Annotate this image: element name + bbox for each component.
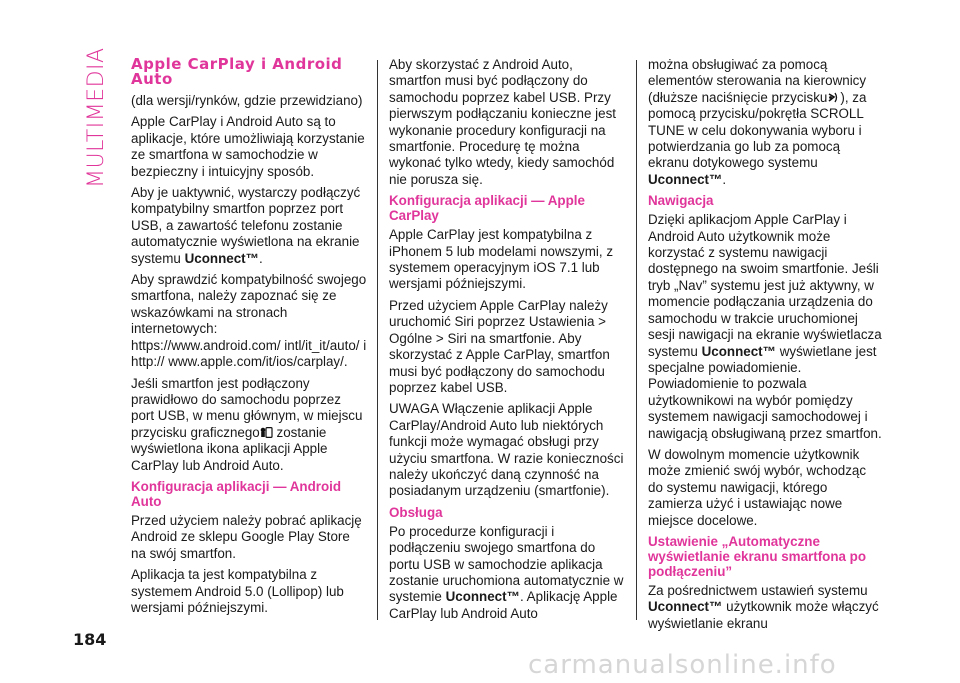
- subheading-carplay-config: Konfiguracja aplikacji — Apple CarPlay: [389, 193, 585, 224]
- paragraph: można obsługiwać za pomocą elementów sterowania na kierownicy (dłuższe naciśnięcie przycisku ), za pomocą przycisku/pokrętła SCROLL TUNE w celu dokonywania wyboru i potwierdzania go lub za pomocą ekranu dotykowego systemu Uconnect™.: [648, 57, 867, 187]
- paragraph: Apple CarPlay i Android Auto są to aplikacje, które umożliwiają korzystanie ze smartfona w samochodzie w bezpieczny i intuicyjny sposób.: [131, 114, 365, 179]
- subheading-android-auto-config: Konfiguracja aplikacji — Android Auto: [131, 478, 342, 509]
- paragraph: Dzięki aplikacjom Apple CarPlay i Android Auto użytkownik może korzystać z systemu nawigacji dostępnego na swoim smartfonie. Jeśli tryb „Nav” systemu jest już aktywny, w momencie podłączania urządzenia do samochodu w trakcie uruchomionej sesji nawigacji na ekranie wyświetlacza systemu Uconnect™ wyświetlane jest specjalne powiadomienie. Powiadomienie to pozwala użytkownikowi na wybór pomiędzy systemem nawigacji samochodowej i nawigacją obsługiwaną przez smartfon.: [648, 212, 882, 441]
- phone-button-icon: [260, 426, 273, 437]
- paragraph: W dowolnym momencie użytkownik może zmienić swój wybór, wchodząc do systemu nawigacji, którego zamierza użyć i ustawiając nowe miejsce docelowe.: [648, 446, 867, 528]
- column-3: [648, 57, 884, 637]
- paragraph: Aplikacja ta jest kompatybilna z systemem Android 5.0 (Lollipop) lub wersjami późniejszymi.: [131, 567, 344, 615]
- column-2: [389, 57, 625, 627]
- section-side-title: [84, 47, 109, 188]
- paragraph: Apple CarPlay jest kompatybilna z iPhonem 5 lub modelami nowszymi, z systemem operacyjnym iOS 7.1 lub wersjami późniejszymi.: [389, 227, 614, 292]
- brand-uconnect: Uconnect™: [648, 599, 723, 615]
- paragraph: Przed użyciem należy pobrać aplikację Android ze sklepu Google Play Store na swój smartfon.: [131, 512, 362, 561]
- voice-button-icon: [827, 91, 840, 102]
- subheading-auto-display: Ustawienie „Automatyczne wyświetlanie ekranu smartfona po podłączeniu”: [648, 533, 867, 579]
- subheading-obsluga: Obsługa: [389, 504, 443, 520]
- page-number: 184: [73, 630, 107, 649]
- paragraph: Aby je uaktywnić, wystarczy podłączyć kompatybilny smartfon poprzez port USB, a zawartość telefonu zostanie automatycznie wyświetlona na ekranie systemu Uconnect™.: [131, 185, 361, 266]
- paragraph: Jeśli smartfon jest podłączony prawidłowo do samochodu poprzez port USB, w menu głównym, w miejscu przycisku graficznego zostanie wyświetlona ikona aplikacji Apple CarPlay lub Android Auto.: [131, 375, 363, 473]
- watermark: carmanualsonline.info: [528, 650, 837, 680]
- column-divider: [377, 60, 378, 620]
- column-divider: [636, 60, 637, 620]
- brand-uconnect: Uconnect™: [445, 589, 520, 605]
- brand-uconnect: Uconnect™: [648, 171, 723, 187]
- paragraph: Aby skorzystać z Android Auto, smartfon musi być podłączony do samochodu poprzez kabel USB. Przy pierwszym podłączaniu konieczne jest wykonanie procedury konfiguracji na smartfonie. Procedurę tę można wykonać tylko wtedy, kiedy samochód nie porusza się.: [389, 57, 617, 187]
- brand-uconnect: Uconnect™: [701, 343, 776, 359]
- paragraph: Za pośrednictwem ustawień systemu Uconnect™ użytkownik może włączyć wyświetlanie ekranu: [648, 582, 879, 631]
- column-1: [131, 57, 367, 621]
- paragraph: Po procedurze konfiguracji i podłączeniu swojego smartfona do portu USB w samochodzie aplikacja zostanie uruchomiona automatycznie w systemie Uconnect™. Aplikację Apple CarPlay lub Android Auto: [389, 523, 624, 621]
- availability-note: (dla wersji/rynków, gdzie przewidziano): [131, 93, 363, 108]
- brand-uconnect: Uconnect™: [184, 250, 259, 266]
- heading-apple-carplay-android-auto: Apple CarPlay i Android Auto: [131, 55, 343, 88]
- subheading-nawigacja: Nawigacja: [648, 193, 714, 209]
- note-paragraph: UWAGA Włączenie aplikacji Apple CarPlay/Android Auto lub niektórych funkcji może wymagać obsługi przy użyciu smartfona. W razie konieczności należy ukończyć daną czynność na posiadanym urządzeniu (smartfonie).: [389, 401, 624, 499]
- paragraph: Przed użyciem Apple CarPlay należy uruchomić Siri poprzez Ustawienia > Ogólne > Siri na smartfonie. Aby skorzystać z Apple CarPlay, smartfon musi być podłączony do samochodu poprzez kabel USB.: [389, 297, 610, 395]
- section-title-text: MULTIMEDIA: [84, 47, 109, 188]
- paragraph-links: Aby sprawdzić kompatybilność swojego smartfona, należy zapoznać się ze wskazówkami na stronach internetowych: https://www.android.com/ intl/it_it/auto/ i http:// www.apple.com/it/ios/carplay/.: [131, 272, 367, 370]
